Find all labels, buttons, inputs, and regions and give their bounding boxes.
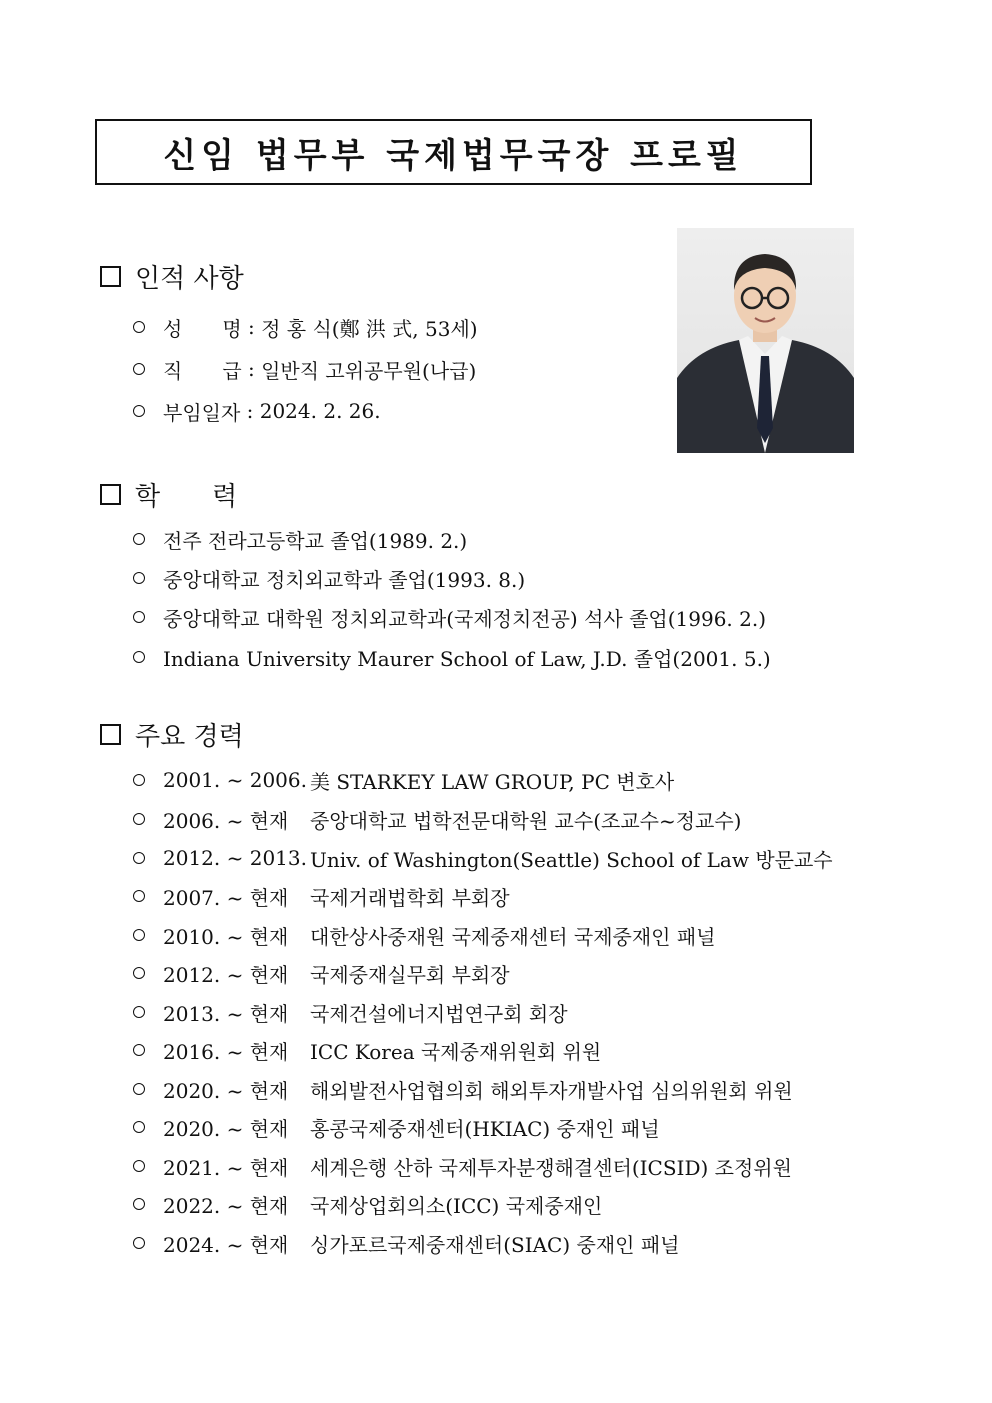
section-personal: [100, 258, 244, 295]
rank-value: 일반직 고위공무원(나급): [261, 358, 477, 383]
education-text: 중앙대학교 대학원 정치외교학과(국제정치전공) 석사 졸업(1996. 2.): [163, 606, 767, 631]
rank-label: 직 급: [163, 358, 242, 383]
career-date: 2012. ~ 2013.: [163, 846, 307, 870]
name-value: 정 홍 식(鄭 洪 式, 53세): [261, 316, 478, 341]
career-desc: 국제상업회의소(ICC) 국제중재인: [310, 1193, 603, 1218]
colon-separator: :: [241, 315, 262, 339]
date-value: 2024. 2. 26.: [259, 399, 381, 423]
career-item: [133, 1037, 601, 1063]
personal-date-row: [133, 398, 381, 424]
career-desc: 세계은행 산하 국제투자분쟁해결센터(ICSID) 조정위원: [310, 1155, 792, 1180]
career-desc: 해외발전사업협의회 해외투자개발사업 심의위원회 위원: [310, 1078, 793, 1103]
education-item: [133, 644, 771, 670]
career-date: 2020. ~ 현재: [163, 1116, 289, 1141]
career-desc: 홍콩국제중재센터(HKIAC) 중재인 패널: [310, 1116, 660, 1141]
circle-bullet-icon: [133, 1237, 145, 1249]
circle-bullet-icon: [133, 1083, 145, 1095]
document-title: 신임 법무부 국제법무국장 프로필: [95, 119, 812, 185]
education-text: 전주 전라고등학교 졸업(1989. 2.): [163, 528, 468, 553]
career-item: [133, 883, 510, 909]
career-date: 2013. ~ 현재: [163, 1001, 289, 1026]
education-item: [133, 526, 467, 552]
career-item: [133, 1230, 679, 1256]
circle-bullet-icon: [133, 852, 145, 864]
career-item: [133, 922, 715, 948]
circle-bullet-icon: [133, 363, 145, 375]
career-date: 2020. ~ 현재: [163, 1078, 289, 1103]
career-date: 2024. ~ 현재: [163, 1232, 289, 1257]
checkbox-square-icon: [100, 484, 121, 505]
career-date: 2021. ~ 현재: [163, 1155, 289, 1180]
career-item: [133, 1076, 793, 1102]
circle-bullet-icon: [133, 651, 145, 663]
career-date: 2016. ~ 현재: [163, 1039, 289, 1064]
circle-bullet-icon: [133, 813, 145, 825]
circle-bullet-icon: [133, 890, 145, 902]
section-career: [100, 716, 244, 753]
checkbox-square-icon: [100, 266, 121, 287]
career-date: 2001. ~ 2006.: [163, 768, 307, 792]
section-education-heading: 학 력: [135, 482, 238, 512]
circle-bullet-icon: [133, 929, 145, 941]
portrait-photo: [677, 228, 854, 453]
circle-bullet-icon: [133, 533, 145, 545]
career-desc: 중앙대학교 법학전문대학원 교수(조교수~정교수): [310, 808, 742, 833]
circle-bullet-icon: [133, 1006, 145, 1018]
career-date: 2022. ~ 현재: [163, 1193, 289, 1218]
career-item: [133, 767, 674, 793]
circle-bullet-icon: [133, 611, 145, 623]
section-career-heading: 주요 경력: [135, 722, 244, 752]
education-text: 중앙대학교 정치외교학과 졸업(1993. 8.): [163, 567, 526, 592]
colon-separator: :: [240, 399, 260, 423]
circle-bullet-icon: [133, 572, 145, 584]
career-item: [133, 960, 510, 986]
career-date: 2007. ~ 현재: [163, 885, 289, 910]
career-desc: 국제중재실무회 부회장: [310, 962, 510, 987]
career-date: 2012. ~ 현재: [163, 962, 289, 987]
circle-bullet-icon: [133, 1198, 145, 1210]
circle-bullet-icon: [133, 967, 145, 979]
section-education: [100, 476, 237, 513]
circle-bullet-icon: [133, 405, 145, 417]
career-date: 2006. ~ 현재: [163, 808, 289, 833]
career-desc: 美 STARKEY LAW GROUP, PC 변호사: [310, 769, 675, 794]
education-item: [133, 604, 766, 630]
portrait-illustration: [677, 228, 854, 453]
career-date: 2010. ~ 현재: [163, 924, 289, 949]
personal-name-row: [133, 314, 478, 340]
section-personal-heading: 인적 사항: [135, 264, 244, 294]
career-desc: 국제건설에너지법연구회 회장: [310, 1001, 568, 1026]
career-desc: Univ. of Washington(Seattle) School of Law 방문교수: [310, 847, 833, 872]
name-label: 성 명: [163, 316, 242, 341]
career-desc: 대한상사중재원 국제중재센터 국제중재인 패널: [310, 924, 716, 949]
education-item: [133, 565, 525, 591]
circle-bullet-icon: [133, 1121, 145, 1133]
date-label: 부임일자: [163, 400, 241, 425]
circle-bullet-icon: [133, 321, 145, 333]
career-desc: ICC Korea 국제중재위원회 위원: [310, 1039, 602, 1064]
circle-bullet-icon: [133, 1044, 145, 1056]
career-item: [133, 999, 568, 1025]
education-text: Indiana University Maurer School of Law, J.D. 졸업(2001. 5.): [163, 646, 771, 671]
career-item: [133, 1191, 602, 1217]
career-item: [133, 845, 833, 871]
career-desc: 싱가포르국제중재센터(SIAC) 중재인 패널: [310, 1232, 680, 1257]
colon-separator: :: [241, 357, 262, 381]
career-item: [133, 806, 741, 832]
career-item: [133, 1153, 792, 1179]
personal-rank-row: [133, 356, 476, 382]
circle-bullet-icon: [133, 1160, 145, 1172]
career-desc: 국제거래법학회 부회장: [310, 885, 510, 910]
career-item: [133, 1114, 660, 1140]
checkbox-square-icon: [100, 724, 121, 745]
circle-bullet-icon: [133, 774, 145, 786]
